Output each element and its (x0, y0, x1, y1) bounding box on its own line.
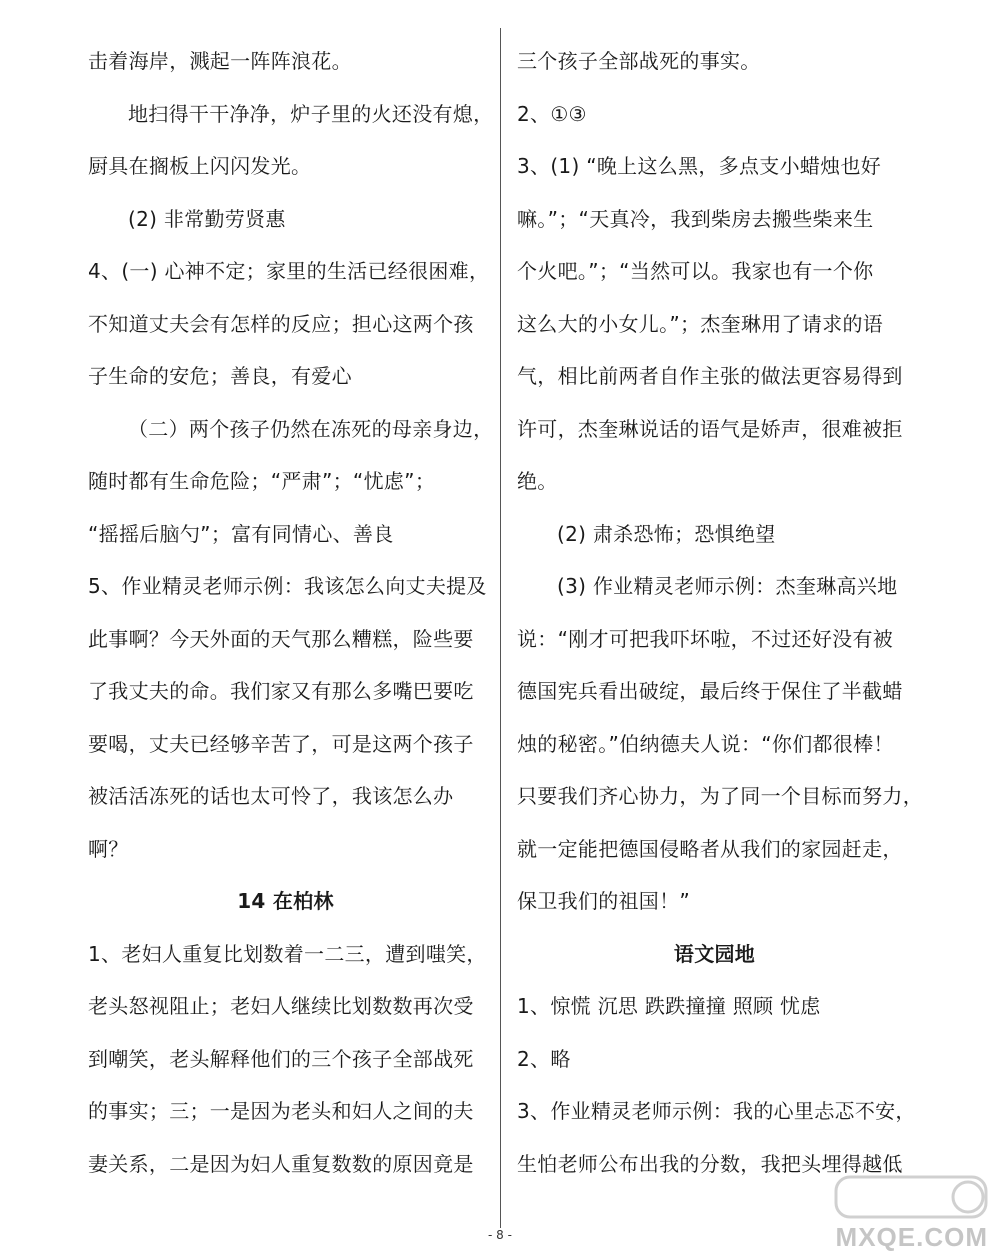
text-line: 击着海岸，溅起一阵阵浪花。 (88, 49, 352, 73)
text-line: 烛的秘密。”伯纳德夫人说：“你们都很棒！ (517, 731, 894, 756)
text-line: 的事实；三；一是因为老头和妇人之间的夫 (88, 1099, 474, 1123)
text-line: 啊？ (88, 836, 129, 861)
watermark-logo-icon (832, 1173, 992, 1221)
text-line: 气，相比前两者自作主张的做法更容易得到 (517, 364, 903, 388)
text-line: 到嘲笑，老头解释他们的三个孩子全部战死 (88, 1046, 474, 1071)
text-line: 这么大的小女儿。”；杰奎琳用了请求的语 (517, 311, 884, 336)
text-line: 妻关系，二是因为妇人重复数数的原因竟是 (88, 1151, 474, 1176)
text-line: 要喝，丈夫已经够辛苦了，可是这两个孩子 (88, 731, 474, 756)
text-line: 德国宪兵看出破绽，最后终于保住了半截蜡 (517, 679, 903, 703)
text-line: 1、惊慌 沉思 跌跌撞撞 照顾 忧虑 (517, 994, 821, 1018)
column-divider (500, 28, 501, 1228)
text-line: 只要我们齐心协力，为了同一个目标而努力， (517, 784, 923, 808)
text-line: 了我丈夫的命。我们家又有那么多嘴巴要吃 (88, 679, 474, 703)
text-line: 3、(1) “晚上这么黑，多点支小蜡烛也好 (517, 154, 882, 178)
text-line: (2) 肃杀恐怖；恐惧绝望 (557, 521, 776, 546)
left-column (88, 35, 494, 1190)
text-line: 绝。 (517, 469, 558, 493)
section-heading: 语文园地 (673, 941, 756, 966)
text-line: 1、老妇人重复比划数着一二三，遭到嗤笑， (88, 941, 487, 966)
text-line: 许可，杰奎琳说话的语气是娇声，很难被拒 (517, 416, 903, 441)
text-line: 此事啊？今天外面的天气那么糟糕，险些要 (88, 626, 474, 651)
text-line: 3、作业精灵老师示例：我的心里忐忑不安， (517, 1099, 916, 1123)
text-line: 5、作业精灵老师示例：我该怎么向丈夫提及 (88, 574, 487, 598)
text-line: 三个孩子全部战死的事实。 (517, 49, 761, 73)
text-line: 4、(一) 心神不定；家里的生活已经很困难， (88, 259, 490, 283)
right-column (517, 35, 923, 1190)
text-line: 个火吧。”；“当然可以。我家也有一个你 (517, 259, 874, 283)
text-line: 2、略 (517, 1046, 571, 1071)
text-line: 嘛。”；“天真冷，我到柴房去搬些柴来生 (517, 206, 874, 231)
text-line: （二）两个孩子仍然在冻死的母亲身边， (128, 416, 494, 441)
section-heading: 14 在柏林 (237, 889, 334, 913)
page-number: - 8 - (488, 1228, 512, 1242)
watermark-site: MXQE.COM (835, 1222, 988, 1252)
text-line: 被活活冻死的话也太可怜了，我该怎么办 (88, 784, 454, 808)
text-line: (2) 非常勤劳贤惠 (128, 206, 286, 231)
text-line: 说：“刚才可把我吓坏啦，不过还好没有被 (517, 626, 894, 651)
text-line: 不知道丈夫会有怎样的反应；担心这两个孩 (88, 311, 474, 336)
text-line: 地扫得干干净净，炉子里的火还没有熄， (128, 101, 494, 126)
text-line: 老头怒视阻止；老妇人继续比划数数再次受 (88, 994, 474, 1018)
text-line: 厨具在搁板上闪闪发光。 (88, 154, 312, 178)
text-line: 2、①③ (517, 101, 587, 126)
text-line: 子生命的安危；善良，有爱心 (88, 364, 352, 388)
text-line: “摇摇后脑勺”；富有同情心、善良 (88, 521, 394, 546)
text-line: (3) 作业精灵老师示例：杰奎琳高兴地 (557, 574, 898, 598)
watermark (822, 1173, 992, 1253)
text-line: 生怕老师公布出我的分数，我把头埋得越低 (517, 1151, 903, 1176)
text-line: 就一定能把德国侵略者从我们的家园赶走， (517, 836, 903, 861)
text-line: 随时都有生命危险；“严肃”；“忧虑”； (88, 469, 436, 493)
text-line: 保卫我们的祖国！” (517, 889, 691, 913)
